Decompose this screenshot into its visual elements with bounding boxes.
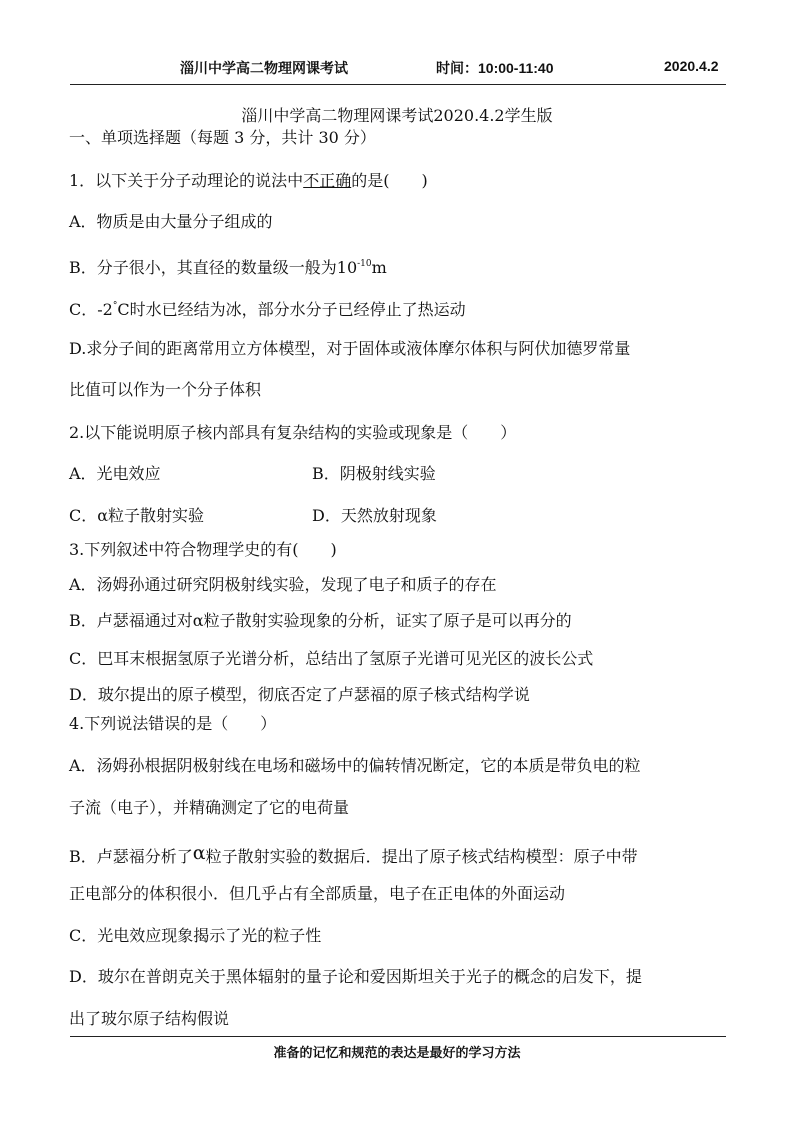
- q1-option-b: [69, 253, 387, 279]
- q4-option-d-line1: D．玻尔在普朗克关于黑体辐射的量子论和爱因斯坦关于光子的概念的启发下，提: [69, 967, 642, 986]
- question-4-stem: 4.下列说法错误的是（ ）: [69, 714, 277, 733]
- q1-option-b-exponent: -10: [357, 259, 372, 269]
- running-header: [0, 58, 794, 80]
- q1-option-c: [69, 295, 466, 321]
- q4-option-a-line1: A．汤姆孙根据阴极射线在电场和磁场中的偏转情况断定，它的本质是带负电的粒: [69, 756, 641, 775]
- q2-options-row2: [69, 505, 669, 527]
- q1-option-b-unit: m: [371, 258, 387, 277]
- q4-option-b-line2: 正电部分的体积很小．但几乎占有全部质量，电子在正电体的外面运动: [69, 884, 566, 903]
- header-time: 时间：10:00-11:40: [436, 60, 554, 76]
- page-title: 淄川中学高二物理网课考试2020.4.2学生版: [241, 106, 553, 125]
- q1-option-c-degree: °: [112, 301, 118, 311]
- q1-option-d-line2: 比值可以作为一个分子体积: [69, 380, 262, 399]
- section-heading: 一、单项选择题（每题 3 分，共计 30 分）: [69, 128, 376, 147]
- q1-option-a: A．物质是由大量分子组成的: [69, 212, 273, 231]
- q3-option-b: B．卢瑟福通过对α粒子散射实验现象的分析，证实了原子是可以再分的: [69, 611, 572, 630]
- q3-option-d: D．玻尔提出的原子模型，彻底否定了卢瑟福的原子核式结构学说: [69, 685, 530, 704]
- header-school: 淄川中学高二物理网课考试: [180, 60, 348, 76]
- q4-option-c: C．光电效应现象揭示了光的粒子性: [69, 926, 322, 945]
- q2-options-row1: [69, 463, 669, 485]
- question-1-stem: [69, 170, 428, 192]
- q4-option-b-text-rest: 粒子散射实验的数据后．提出了原子核式结构模型：原子中带: [205, 847, 638, 866]
- q1-option-c-rest: C时水已经结为冰，部分水分子已经停止了热运动: [117, 300, 466, 319]
- header-date: 2020.4.2: [664, 58, 719, 74]
- q1-option-d-line1: D.求分子间的距离常用立方体模型，对于固体或液体摩尔体积与阿伏加德罗常量: [69, 339, 631, 358]
- q4-option-b-text: B．卢瑟福分析了: [69, 847, 193, 866]
- q1-stem-text: 1．以下关于分子动理论的说法中: [69, 171, 304, 190]
- q2-option-a: A．光电效应: [69, 464, 161, 483]
- question-3-stem: 3.下列叙述中符合物理学史的有( ): [69, 540, 337, 559]
- q1-stem-text-end: 的是( ): [351, 171, 428, 190]
- q1-stem-underlined: 不正确: [303, 171, 352, 190]
- footer-rule: [70, 1036, 726, 1037]
- alpha-symbol: α: [192, 842, 206, 864]
- q1-option-b-text: B．分子很小，其直径的数量级一般为10: [69, 258, 358, 277]
- header-rule: [70, 84, 726, 85]
- question-2-stem: 2.以下能说明原子核内部具有复杂结构的实验或现象是（ ）: [69, 423, 517, 442]
- q2-option-b: B．阴极射线实验: [312, 464, 436, 483]
- q1-option-c-text: C．-2: [69, 300, 113, 319]
- q4-option-a-line2: 子流（电子），并精确测定了它的电荷量: [69, 798, 350, 817]
- q2-option-c: C．α粒子散射实验: [69, 506, 205, 525]
- q2-option-d: D．天然放射现象: [312, 506, 437, 525]
- q3-option-a: A．汤姆孙通过研究阴极射线实验，发现了电子和质子的存在: [69, 575, 497, 594]
- page-footer: 准备的记忆和规范的表达是最好的学习方法: [273, 1045, 521, 1060]
- q3-option-c: C．巴耳末根据氢原子光谱分析，总结出了氢原子光谱可见光区的波长公式: [69, 649, 594, 668]
- q4-option-b-line1: [69, 842, 638, 868]
- q4-option-d-line2: 出了玻尔原子结构假说: [69, 1009, 230, 1028]
